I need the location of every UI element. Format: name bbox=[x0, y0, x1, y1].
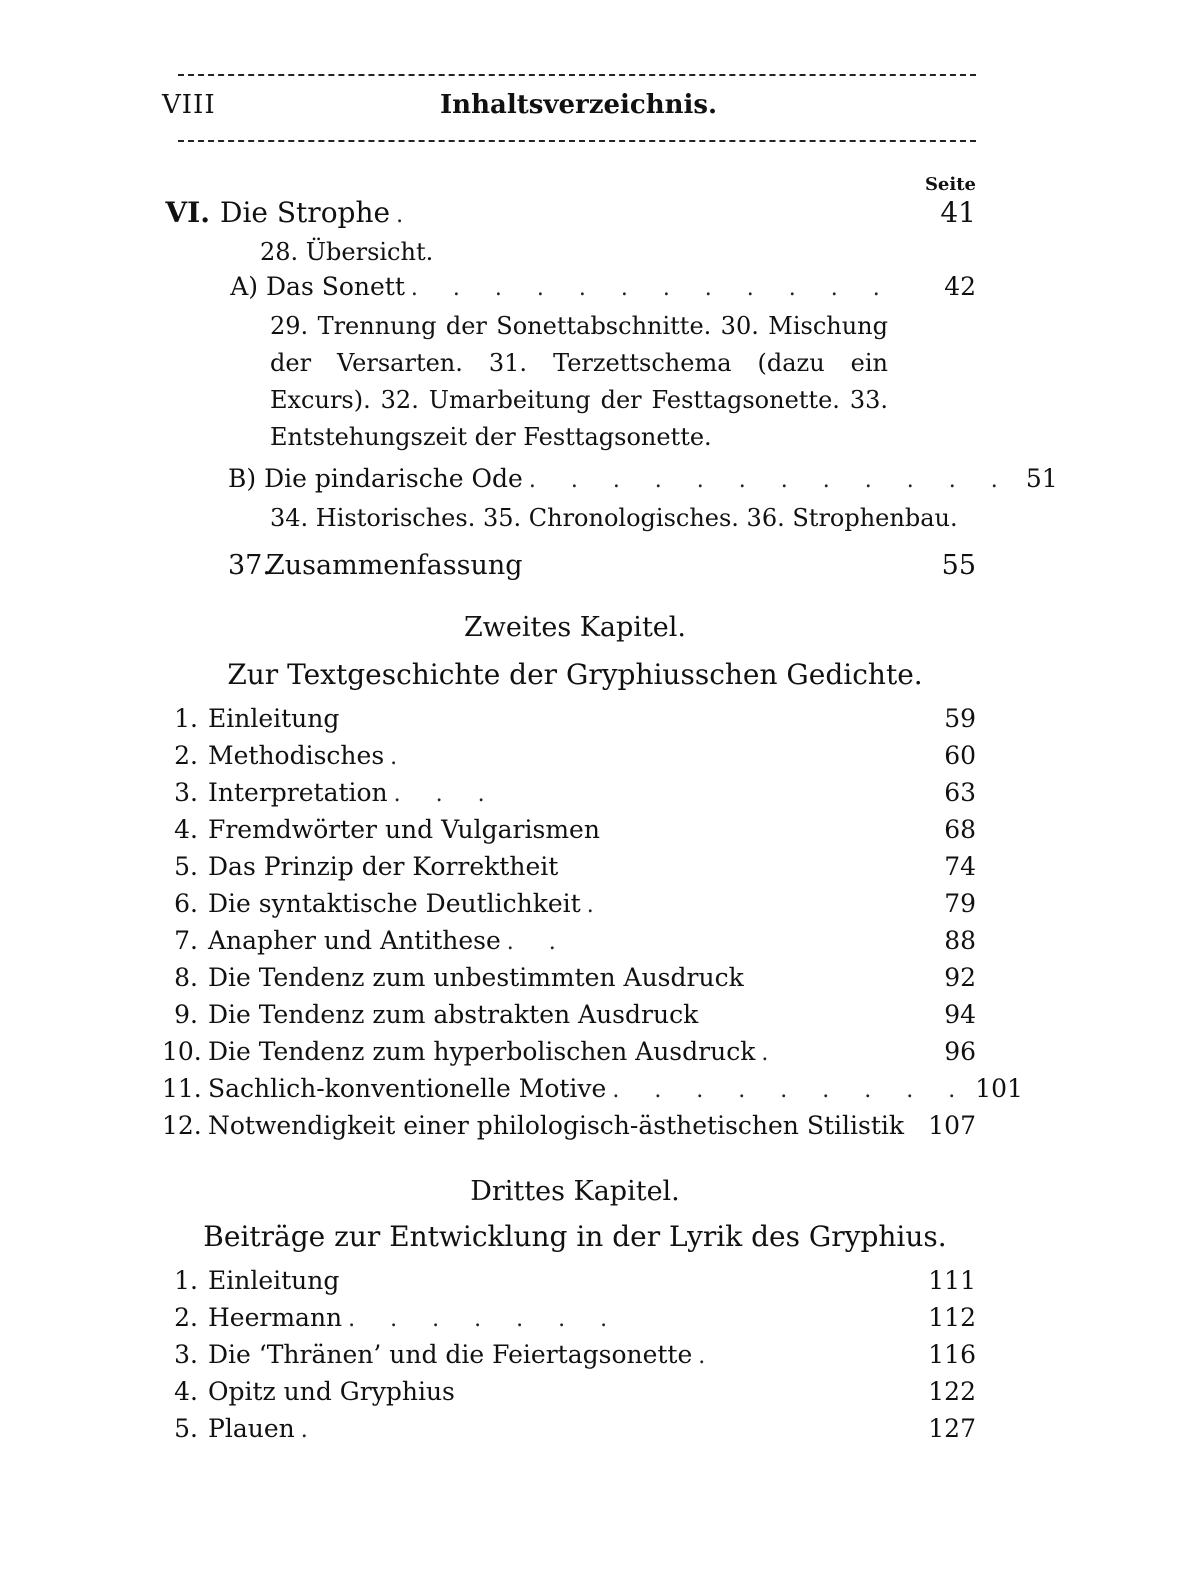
entry-title: Sachlich-konventionelle Motive bbox=[208, 1074, 607, 1103]
entry-label: A) bbox=[230, 272, 258, 301]
entry-number: 9. bbox=[174, 1000, 198, 1029]
dot-leader: . bbox=[396, 203, 418, 228]
entry-page: 79 bbox=[944, 889, 976, 918]
entry-page: 122 bbox=[928, 1377, 976, 1406]
entry-page: 55 bbox=[941, 550, 976, 581]
running-title: Inhaltsverzeichnis. bbox=[440, 90, 718, 120]
chapter-2-heading: Zweites Kapitel. bbox=[464, 612, 686, 643]
dot-leader: . bbox=[761, 1041, 783, 1066]
entry-number: 6. bbox=[174, 889, 198, 918]
toc-entry[interactable] bbox=[162, 815, 976, 844]
entry-title: Notwendigkeit einer philologisch-ästhetischen Stilistik bbox=[208, 1111, 905, 1140]
toc-entry[interactable] bbox=[162, 1303, 976, 1332]
entry-number: 8. bbox=[174, 963, 198, 992]
entry-page: 51 bbox=[1025, 464, 1058, 493]
chapter-3-heading: Drittes Kapitel. bbox=[470, 1176, 680, 1207]
entry-page: 127 bbox=[928, 1414, 976, 1443]
dot-leader: . bbox=[390, 745, 412, 770]
entry-title: Die Tendenz zum hyperbolischen Ausdruck bbox=[208, 1037, 756, 1066]
entry-title: Die syntaktische Deutlichkeit bbox=[208, 889, 581, 918]
toc-entry-zusammenfassung[interactable] bbox=[228, 550, 976, 581]
entry-page: 96 bbox=[944, 1037, 976, 1066]
entry-page: 107 bbox=[928, 1111, 976, 1140]
header-bottom-rule bbox=[178, 140, 976, 142]
entry-title: Plauen bbox=[208, 1414, 295, 1443]
entry-title: Anapher und Antithese bbox=[208, 926, 501, 955]
header-top-rule bbox=[178, 74, 976, 76]
ode-topics: 34. Historisches. 35. Chronologisches. 36. Strophenbau. bbox=[270, 504, 958, 532]
page-column-label: Seite bbox=[924, 174, 976, 195]
dot-leader: . bbox=[586, 893, 608, 918]
entry-title: Heermann bbox=[208, 1303, 343, 1332]
dot-leader: . bbox=[698, 1344, 720, 1369]
entry-page: 111 bbox=[928, 1266, 976, 1295]
entry-page: 59 bbox=[944, 704, 976, 733]
sonett-topics: 29. Trennung der Sonettabschnitte. 30. Mischung der Versarten. 31. Terzettschema (dazu ein Excurs). 32. Umarbeitung der Festtagsonette. 33. Entstehungszeit der Festtagsonette. bbox=[270, 312, 888, 451]
entry-page: 42 bbox=[944, 272, 976, 301]
entry-title: Die ‘Thränen’ und die Feiertagsonette bbox=[208, 1340, 693, 1369]
entry-title: Das Prinzip der Korrektheit bbox=[208, 852, 559, 881]
entry-title: Die Tendenz zum abstrakten Ausdruck bbox=[208, 1000, 699, 1029]
entry-number: 2. bbox=[174, 741, 198, 770]
entry-page: 74 bbox=[944, 852, 976, 881]
toc-entry[interactable] bbox=[162, 889, 976, 918]
dot-leader: . bbox=[300, 1418, 322, 1443]
toc-entry[interactable] bbox=[162, 704, 976, 733]
entry-page: 116 bbox=[928, 1340, 976, 1369]
entry-number: 1. bbox=[174, 1266, 198, 1295]
entry-title: Das Sonett bbox=[266, 272, 405, 301]
entry-title: Einleitung bbox=[208, 1266, 340, 1295]
dot-leader: . . . bbox=[393, 782, 499, 807]
page-number: VIII bbox=[162, 90, 216, 120]
dot-leader: . . . . . . . bbox=[348, 1307, 622, 1332]
chapter-3-title: Beiträge zur Entwicklung in der Lyrik des Gryphius. bbox=[203, 1220, 947, 1253]
entry-number: 12. bbox=[162, 1111, 202, 1140]
entry-number: 3. bbox=[174, 1340, 198, 1369]
entry-number: 37. bbox=[228, 550, 271, 581]
entry-title: Fremdwörter und Vulgarismen bbox=[208, 815, 600, 844]
entry-title: Opitz und Gryphius bbox=[208, 1377, 455, 1406]
entry-title: Zusammenfassung bbox=[266, 550, 523, 581]
entry-title: Die pindarische Ode bbox=[264, 464, 523, 493]
toc-entry-section-vi[interactable] bbox=[162, 196, 976, 229]
entry-page: 92 bbox=[944, 963, 976, 992]
entry-label: B) bbox=[228, 464, 257, 493]
toc-entry[interactable] bbox=[162, 1340, 976, 1369]
entry-title: Die Tendenz zum unbestimmten Ausdruck bbox=[208, 963, 744, 992]
toc-entry[interactable] bbox=[162, 1414, 976, 1443]
overview-note: 28. Übersicht. bbox=[260, 238, 434, 266]
toc-entry[interactable] bbox=[162, 1111, 976, 1140]
dot-leader: . . . . . . . . . . . . bbox=[528, 468, 1012, 493]
toc-entry[interactable] bbox=[162, 963, 976, 992]
toc-entry[interactable] bbox=[162, 1037, 976, 1066]
entry-page: 101 bbox=[975, 1074, 1023, 1103]
entry-title: Die Strophe bbox=[220, 196, 391, 229]
toc-entry[interactable] bbox=[162, 778, 976, 807]
toc-entry[interactable] bbox=[162, 1266, 976, 1295]
dot-leader: . . . . . . . . . bbox=[612, 1078, 970, 1103]
dot-leader: . . . . . . . . . . . . bbox=[410, 276, 894, 301]
entry-page: 112 bbox=[928, 1303, 976, 1332]
entry-number: VI. bbox=[165, 196, 210, 229]
entry-number: 11. bbox=[162, 1074, 202, 1103]
toc-entry[interactable] bbox=[162, 1377, 976, 1406]
entry-number: 10. bbox=[162, 1037, 202, 1066]
entry-number: 4. bbox=[174, 1377, 198, 1406]
entry-page: 88 bbox=[944, 926, 976, 955]
toc-entry[interactable] bbox=[162, 1074, 1023, 1103]
toc-entry-pindarische-ode[interactable] bbox=[228, 464, 1058, 493]
chapter-2-title: Zur Textgeschichte der Gryphiusschen Gedichte. bbox=[227, 658, 923, 691]
entry-number: 1. bbox=[174, 704, 198, 733]
dot-leader: . . bbox=[506, 930, 570, 955]
entry-number: 4. bbox=[174, 815, 198, 844]
toc-entry[interactable] bbox=[162, 741, 976, 770]
entry-title: Methodisches bbox=[208, 741, 385, 770]
toc-entry[interactable] bbox=[162, 852, 976, 881]
entry-page: 60 bbox=[944, 741, 976, 770]
entry-number: 5. bbox=[174, 1414, 198, 1443]
entry-page: 41 bbox=[940, 196, 976, 229]
toc-entry[interactable] bbox=[162, 926, 976, 955]
entry-number: 5. bbox=[174, 852, 198, 881]
entry-title: Einleitung bbox=[208, 704, 340, 733]
toc-entry[interactable] bbox=[162, 1000, 976, 1029]
entry-title: Interpretation bbox=[208, 778, 388, 807]
entry-page: 94 bbox=[944, 1000, 976, 1029]
entry-number: 2. bbox=[174, 1303, 198, 1332]
entry-page: 63 bbox=[944, 778, 976, 807]
entry-number: 3. bbox=[174, 778, 198, 807]
entry-number: 7. bbox=[174, 926, 198, 955]
toc-entry-sonett[interactable] bbox=[228, 272, 976, 301]
entry-page: 68 bbox=[944, 815, 976, 844]
